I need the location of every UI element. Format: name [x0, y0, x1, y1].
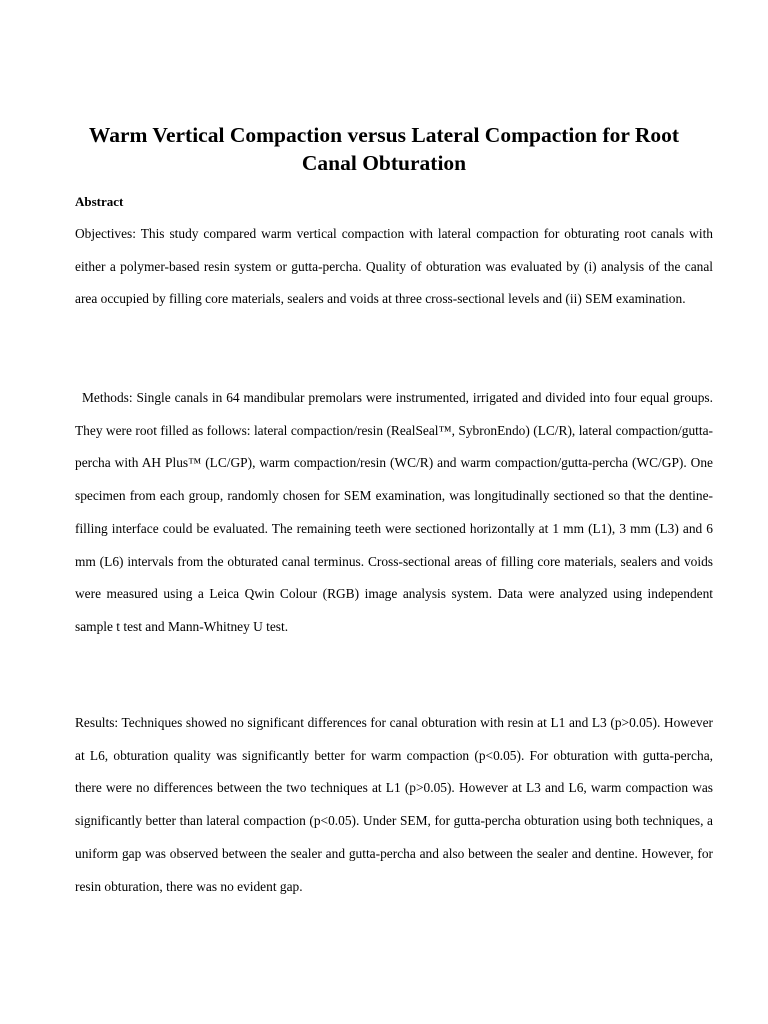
abstract-heading: Abstract [75, 194, 124, 209]
objectives-paragraph: Objectives: This study compared warm vertical compaction with lateral compaction for obturating root canals with either a polymer-based resin system or gutta-percha. Quality of obturation was evaluated by (i) analysis of the canal area occupied by filling core materials, sealers and voids at three cross-sectional levels and (ii) SEM examination. [75, 226, 713, 307]
results-paragraph: Results: Techniques showed no significant differences for canal obturation with resin at L1 and L3 (p>0.05). However at L6, obturation quality was significantly better for warm compaction (p<0.05). For obturation with gutta-percha, there were no differences between the two techniques at L1 (p>0.05). However at L3 and L6, warm compaction was significantly better than lateral compaction (p<0.05). Under SEM, for gutta-percha obturation using both techniques, a uniform gap was observed between the sealer and gutta-percha and also between the sealer and dentine. However, for resin obturation, there was no evident gap. [75, 715, 713, 894]
paper-title: Warm Vertical Compaction versus Lateral Compaction for Root Canal Obturation [88, 123, 680, 175]
methods-paragraph: Methods: Single canals in 64 mandibular premolars were instrumented, irrigated and divided into four equal groups. They were root filled as follows: lateral compaction/resin (RealSeal™, SybronEndo) (LC/R), lateral compaction/gutta-percha with AH Plus™ (LC/GP), warm compaction/resin (WC/R) and warm compaction/gutta-percha (WC/GP). One specimen from each group, randomly chosen for SEM examination, was longitudinally sectioned so that the dentine-filling interface could be evaluated. The remaining teeth were sectioned horizontally at 1 mm (L1), 3 mm (L3) and 6 mm (L6) intervals from the obturated canal terminus. Cross-sectional areas of filling core materials, sealers and voids were measured using a Leica Qwin Colour (RGB) image analysis system. Data were analyzed using independent sample t test and Mann-Whitney U test. [75, 390, 713, 634]
